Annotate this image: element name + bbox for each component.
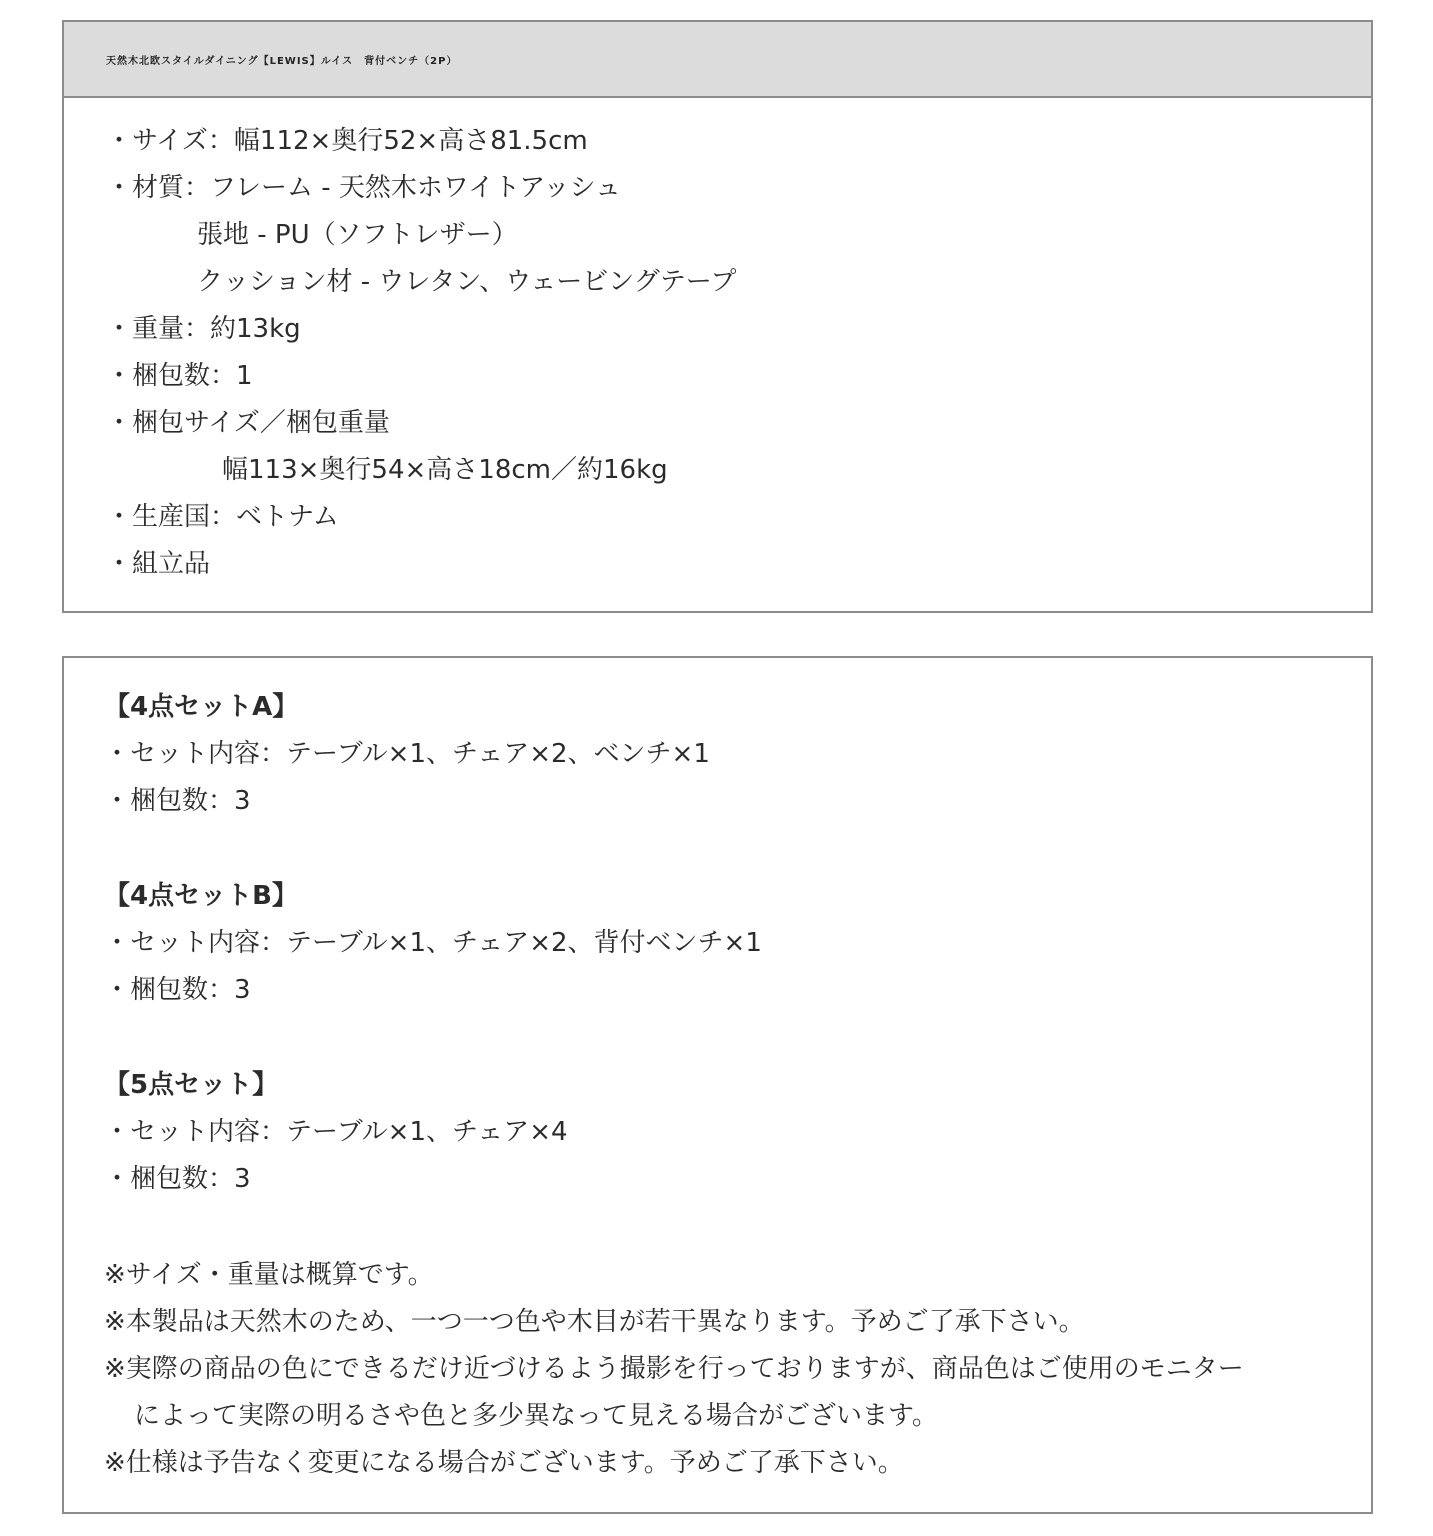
set-a-packages: ・梱包数：3 [104, 786, 251, 816]
spec-package-count: ・梱包数：1 [106, 361, 253, 391]
spec-origin: ・生産国：ベトナム [106, 502, 339, 532]
note-line: ※本製品は天然木のため、一つ一つ色や木目が若干異なります。予めご了承下さい。 [104, 1307, 1085, 1337]
set-b-contents: ・セット内容：テーブル×1、チェア×2、背付ベンチ×1 [104, 928, 762, 958]
set-a-contents: ・セット内容：テーブル×1、チェア×2、ベンチ×1 [104, 739, 710, 769]
spec-size: ・サイズ：幅112×奥行52×高さ81.5cm [106, 126, 588, 156]
product-spec-panel [62, 20, 1373, 613]
set-b-heading: 【4点セットB】 [104, 881, 298, 911]
set-5-packages: ・梱包数：3 [104, 1164, 251, 1194]
set-5-contents: ・セット内容：テーブル×1、チェア×4 [104, 1117, 568, 1147]
set-info-panel [62, 656, 1373, 1514]
note-line: ※仕様は予告なく変更になる場合がございます。予めご了承下さい。 [104, 1448, 904, 1478]
set-5-heading: 【5点セット】 [104, 1070, 279, 1100]
spec-material-frame: ・材質：フレーム - 天然木ホワイトアッシュ [106, 173, 621, 203]
set-a-heading: 【4点セットA】 [104, 692, 299, 722]
spec-weight: ・重量：約13kg [106, 314, 301, 344]
spec-material-cushion: クッション材 - ウレタン、ウェービングテープ [197, 267, 737, 297]
spec-package-size-label: ・梱包サイズ／梱包重量 [106, 408, 390, 438]
note-line-continued: によって実際の明るさや色と多少異なって見える場合がございます。 [134, 1401, 938, 1431]
spec-package-size-value: 幅113×奥行54×高さ18cm／約16kg [222, 455, 668, 485]
spec-material-upholstery: 張地 - PU（ソフトレザー） [197, 220, 518, 250]
note-line: ※サイズ・重量は概算です。 [104, 1260, 434, 1290]
set-b-packages: ・梱包数：3 [104, 975, 251, 1005]
product-title: 天然木北欧スタイルダイニング【LEWIS】ルイス 背付ベンチ（2P） [64, 22, 1371, 98]
spec-assembly: ・組立品 [106, 549, 211, 579]
note-line: ※実際の商品の色にできるだけ近づけるよう撮影を行っておりますが、商品色はご使用のモニター [104, 1354, 1244, 1384]
